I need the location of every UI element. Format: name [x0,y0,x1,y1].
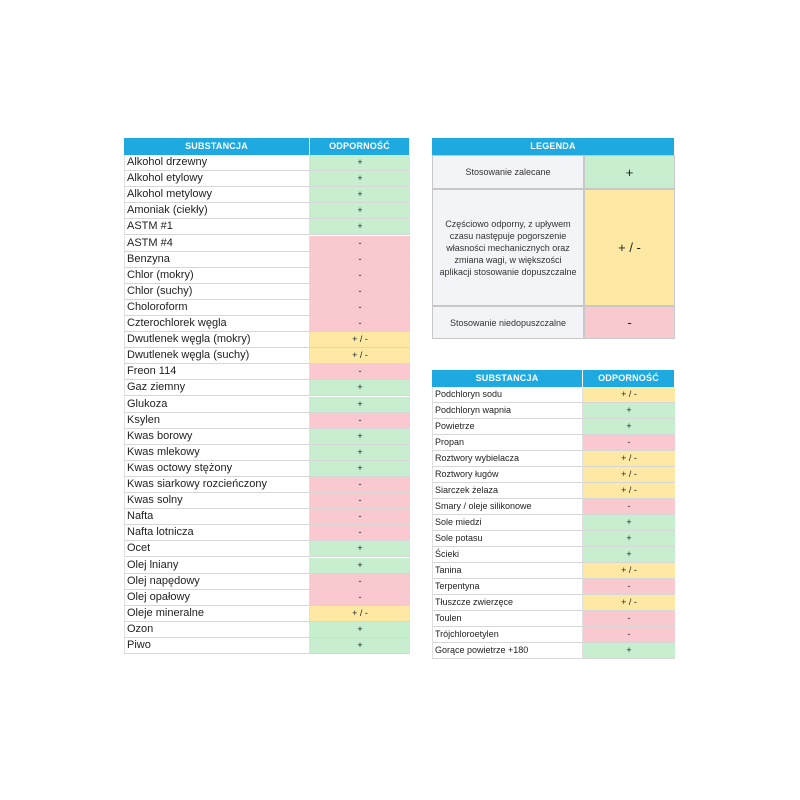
substance-name: Kwas mlekowy [124,445,310,460]
resistance-value: - [583,611,675,626]
substance-name: Oleje mineralne [124,606,310,621]
resistance-value: + [310,461,410,476]
table-row [124,477,410,493]
substance-name: Tłuszcze zwierzęce [432,595,583,610]
substance-name: Siarczek żelaza [432,483,583,498]
resistance-value: - [310,477,410,492]
table-row [124,445,410,461]
table-row [432,531,675,547]
left-header-resistance: ODPORNOŚĆ [310,138,410,155]
table-row [124,380,410,396]
resistance-value: + / - [310,332,410,347]
substance-name: Sole miedzi [432,515,583,530]
table-row [124,155,410,171]
substance-name: Alkohol metylowy [124,187,310,202]
table-row [124,268,410,284]
legend-desc-partial: Częściowo odporny, z upływem czasu następuje pogorszenie własności mechanicznych oraz zmiana wagi, w większości aplikacji stosowanie dopuszczalne [432,189,584,306]
right-header-substance: SUBSTANCJA [432,370,583,387]
resistance-value: - [310,493,410,508]
table-row [124,493,410,509]
substance-name: Toulen [432,611,583,626]
table-row [432,563,675,579]
resistance-value: + [583,403,675,418]
resistance-value: + [310,171,410,186]
substance-name: Olej lniany [124,558,310,573]
substance-name: Gorące powietrze +180 [432,643,583,658]
substance-name: Podchloryn sodu [432,387,583,402]
resistance-value: + [310,219,410,234]
table-row [124,397,410,413]
legend-desc-not-allowed: Stosowanie niedopuszczalne [432,306,584,339]
table-row [124,316,410,332]
substance-name: Ścieki [432,547,583,562]
table-row [124,284,410,300]
resistance-value: + [583,547,675,562]
resistance-value: + [310,429,410,444]
table-row [124,558,410,574]
table-row [124,332,410,348]
resistance-value: - [583,627,675,642]
table-row [432,435,675,451]
table-row [432,387,675,403]
resistance-value: - [583,579,675,594]
table-row [124,429,410,445]
substance-name: Dwutlenek węgla (suchy) [124,348,310,363]
substance-name: Sole potasu [432,531,583,546]
table-row [432,611,675,627]
substance-name: Kwas solny [124,493,310,508]
resistance-value: + [310,155,410,170]
resistance-value: + [583,531,675,546]
resistance-value: + [310,187,410,202]
table-row [124,348,410,364]
table-row [124,203,410,219]
legend-symbol-not-allowed: - [584,306,675,339]
table-row [124,606,410,622]
table-row [432,515,675,531]
table-row [124,187,410,203]
substance-name: Olej opałowy [124,590,310,605]
substance-name: Roztwory wybielacza [432,451,583,466]
resistance-value: + [583,515,675,530]
substance-name: Kwas borowy [124,429,310,444]
resistance-value: - [310,590,410,605]
right-header-resistance: ODPORNOŚĆ [583,370,675,387]
legend-symbol-recommended: + [584,155,675,189]
resistance-value: + [310,541,410,556]
table-row [124,252,410,268]
substance-name: Chlor (suchy) [124,284,310,299]
table-row [124,622,410,638]
substance-name: Trójchloroetylen [432,627,583,642]
table-row [432,419,675,435]
substance-name: Ocet [124,541,310,556]
substance-name: Glukoza [124,397,310,412]
resistance-value: + [310,558,410,573]
substance-name: Ksylen [124,413,310,428]
table-row [124,509,410,525]
table-row [124,590,410,606]
substance-name: Amoniak (ciekły) [124,203,310,218]
substance-name: Nafta lotnicza [124,525,310,540]
table-row [124,413,410,429]
table-row [432,403,675,419]
substance-name: ASTM #1 [124,219,310,234]
substance-name: Podchloryn wapnia [432,403,583,418]
resistance-value: - [583,499,675,514]
substance-name: Nafta [124,509,310,524]
table-row [124,525,410,541]
substance-name: Kwas octowy stężony [124,461,310,476]
resistance-value: - [310,525,410,540]
resistance-value: + / - [583,387,675,402]
substance-name: Freon 114 [124,364,310,379]
table-row [432,547,675,563]
resistance-value: + [310,622,410,637]
table-row [124,300,410,316]
resistance-value: + [583,643,675,658]
resistance-value: - [310,284,410,299]
resistance-value: - [310,252,410,267]
resistance-value: + / - [583,467,675,482]
table-row [432,579,675,595]
table-row [432,451,675,467]
substance-name: Tanina [432,563,583,578]
resistance-value: + [310,380,410,395]
resistance-value: + [310,203,410,218]
resistance-value: + [583,419,675,434]
substance-name: Chlor (mokry) [124,268,310,283]
resistance-value: + / - [310,606,410,621]
resistance-value: + / - [583,563,675,578]
resistance-value: + [310,397,410,412]
substance-name: Powietrze [432,419,583,434]
substance-name: Gaz ziemny [124,380,310,395]
substance-name: Alkohol drzewny [124,155,310,170]
table-row [432,499,675,515]
substance-name: Dwutlenek węgla (mokry) [124,332,310,347]
resistance-value: + / - [583,595,675,610]
legend-header: LEGENDA [432,138,675,155]
table-row [432,467,675,483]
resistance-value: + [310,445,410,460]
table-row [124,461,410,477]
resistance-value: + / - [583,483,675,498]
substance-name: Alkohol etylowy [124,171,310,186]
substance-name: Propan [432,435,583,450]
substance-name: ASTM #4 [124,236,310,251]
resistance-value: - [310,316,410,331]
left-header-substance: SUBSTANCJA [124,138,310,155]
substance-name: Smary / oleje silikonowe [432,499,583,514]
table-row [124,574,410,590]
resistance-value: + / - [583,451,675,466]
table-row [432,643,675,659]
resistance-value: - [310,364,410,379]
substance-name: Olej napędowy [124,574,310,589]
resistance-value: - [310,268,410,283]
resistance-value: - [583,435,675,450]
table-row [432,483,675,499]
resistance-value: - [310,236,410,251]
table-row [432,627,675,643]
resistance-value: - [310,574,410,589]
table-row [124,219,410,235]
substance-name: Czterochlorek węgla [124,316,310,331]
legend-desc-recommended: Stosowanie zalecane [432,155,584,189]
resistance-value: - [310,300,410,315]
resistance-value: - [310,413,410,428]
table-row [124,236,410,252]
resistance-value: + [310,638,410,653]
substance-name: Benzyna [124,252,310,267]
legend-symbol-partial: + / - [584,189,675,306]
substance-name: Kwas siarkowy rozcieńczony [124,477,310,492]
table-row [124,171,410,187]
table-row [432,595,675,611]
resistance-value: + / - [310,348,410,363]
substance-name: Terpentyna [432,579,583,594]
substance-name: Piwo [124,638,310,653]
table-row [124,364,410,380]
substance-name: Choloroform [124,300,310,315]
resistance-value: - [310,509,410,524]
substance-name: Roztwory ługów [432,467,583,482]
substance-name: Ozon [124,622,310,637]
table-row [124,638,410,654]
table-row [124,541,410,557]
